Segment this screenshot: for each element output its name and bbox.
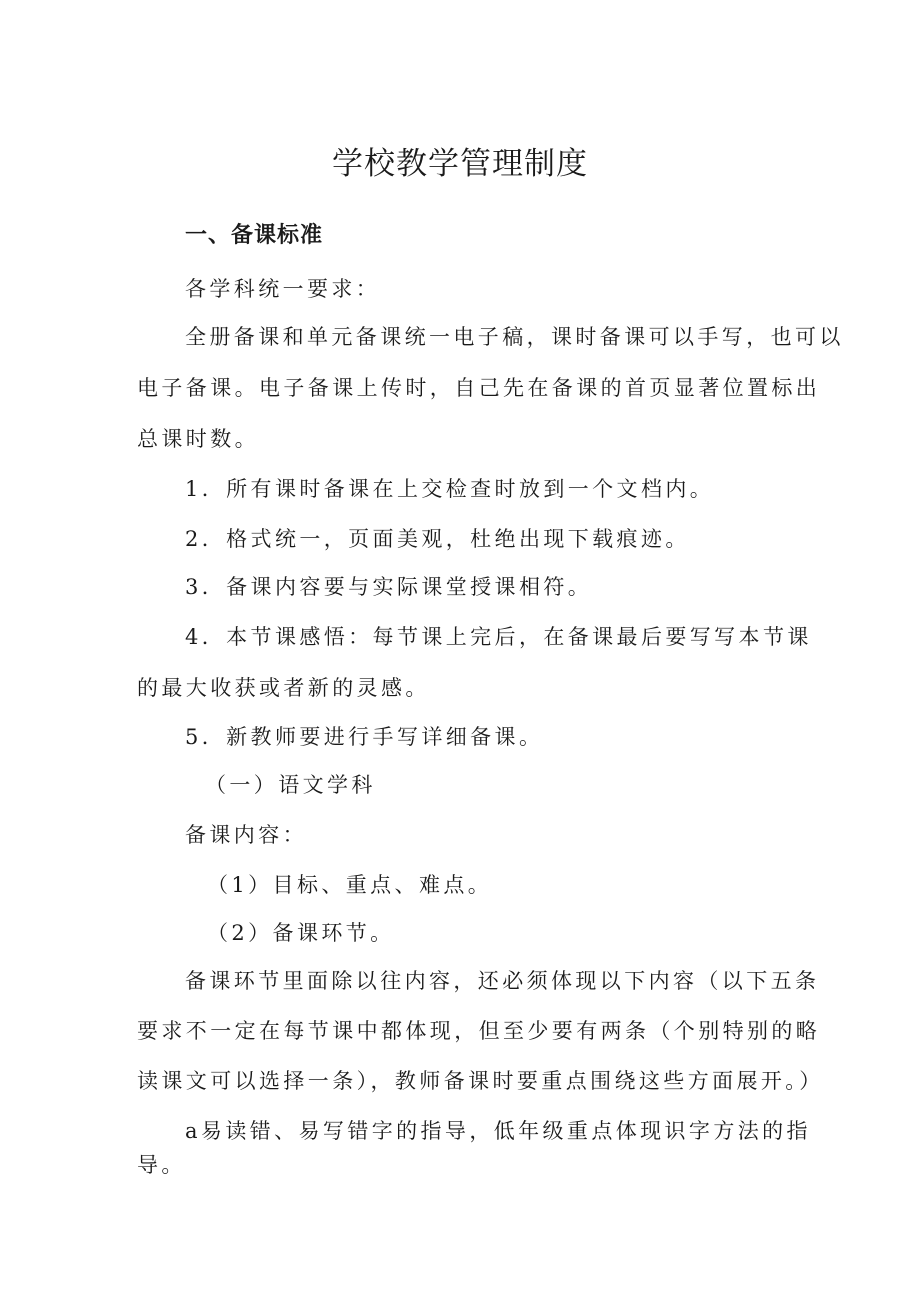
list-item: 的最大收获或者新的灵感。: [137, 676, 430, 700]
paragraph-line: 全册备课和单元备课统一电子稿，课时备课可以手写，也可以: [185, 325, 844, 349]
paragraph-line: 读课文可以选择一条），教师备课时要重点围绕这些方面展开。）: [137, 1069, 824, 1093]
list-item: 3．备课内容要与实际课堂授课相符。: [185, 575, 593, 599]
paragraph-line: 各学科统一要求：: [185, 277, 381, 301]
paragraph-line: a易读错、易写错字的指导，低年级重点体现识字方法的指: [185, 1119, 811, 1143]
list-item: 5．新教师要进行手写详细备课。: [185, 725, 544, 749]
list-item: 2．格式统一，页面美观，杜绝出现下载痕迹。: [185, 527, 690, 551]
section-heading: 一、备课标准: [185, 223, 324, 248]
page-title: 学校教学管理制度: [332, 146, 588, 182]
subsection-heading: （一）语文学科: [205, 773, 376, 797]
list-item: 4．本节课感悟：每节课上完后，在备课最后要写写本节课: [185, 625, 812, 649]
paragraph-line: 总课时数。: [137, 427, 259, 451]
paragraph-line: 要求不一定在每节课中都体现，但至少要有两条（个别特别的略: [137, 1019, 821, 1043]
list-item: （2）备课环节。: [207, 921, 395, 945]
paragraph-line: 电子备课。电子备课上传时，自己先在备课的首页显著位置标出: [137, 376, 821, 400]
list-item: 1．所有课时备课在上交检查时放到一个文档内。: [185, 477, 715, 501]
paragraph-line: 导。: [137, 1153, 186, 1177]
paragraph-line: 备课环节里面除以往内容，还必须体现以下内容（以下五条: [185, 969, 820, 993]
list-item: （1）目标、重点、难点。: [207, 873, 493, 897]
paragraph-line: 备课内容：: [185, 823, 307, 847]
